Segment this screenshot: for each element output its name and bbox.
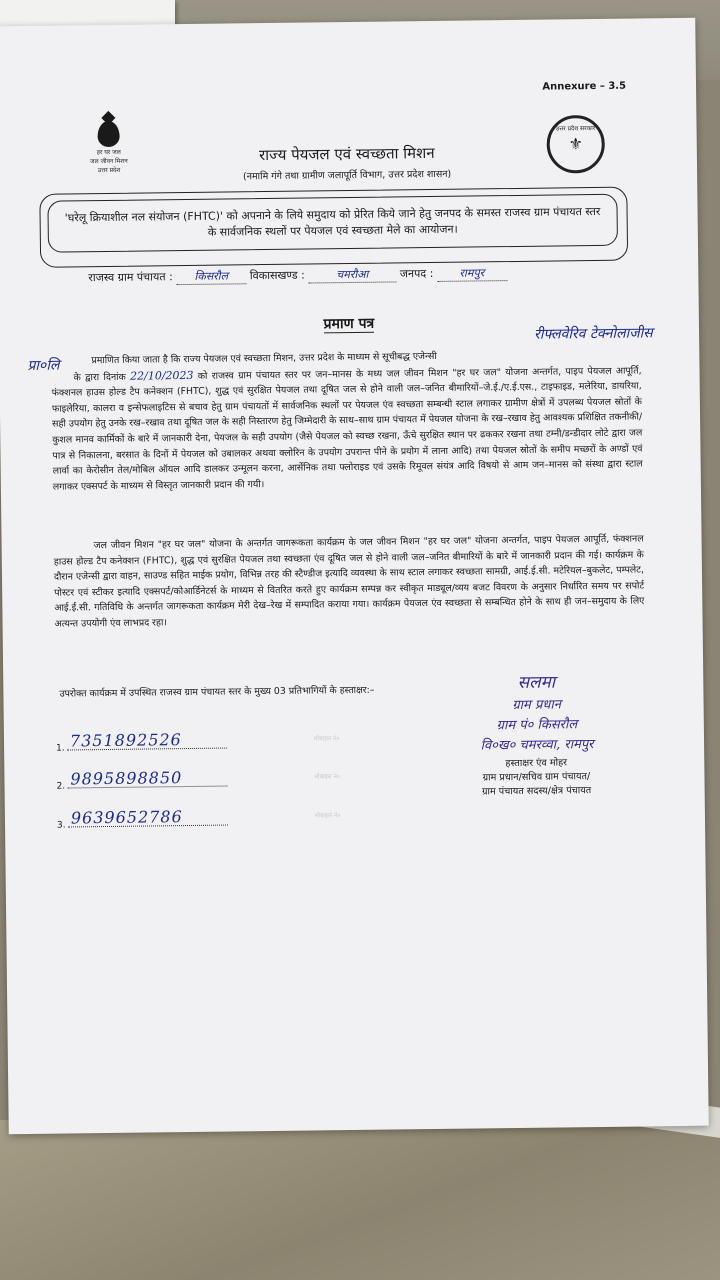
document-title: राज्य पेयजल एवं स्वच्छता मिशन bbox=[258, 143, 435, 165]
logo-line-1: हर घर जल bbox=[96, 148, 121, 157]
faint-label: मोबाइल नं० bbox=[313, 735, 340, 743]
location-row bbox=[88, 265, 507, 286]
stamp-line-1: ग्राम प्रधान bbox=[512, 697, 561, 714]
document-subtitle: (नमामि गंगे तथा ग्रामीण जलापूर्ति विभाग, उत्तर प्रदेश शासन) bbox=[242, 168, 452, 183]
participant-number: 1. bbox=[56, 743, 65, 754]
event-description-box: 'घरेलू क्रियाशील नल संयोजन (FHTC)' को अपनाने के लिये समुदाय को प्रेरित किये जाने हेतु जनपद के समस्त राजस्व ग्राम पंचायत स्तर के सार्वजनिक स्थलों पर पेयजल एवं स्वच्छता मेले का आयोजन। bbox=[47, 194, 618, 253]
para1-part-b: के द्वारा दिनांक bbox=[73, 371, 126, 383]
gram-panchayat-value: किसरौल bbox=[176, 268, 246, 285]
block-value: चमरौआ bbox=[308, 266, 396, 283]
agency-suffix-handwritten: प्रा०लि bbox=[27, 357, 60, 374]
floor-background-bottom bbox=[0, 1120, 720, 1280]
district-value: रामपुर bbox=[437, 265, 507, 282]
agency-handwritten: रीफ्लवेरिव टेक्नोलाजीस bbox=[533, 325, 653, 343]
signatory-block bbox=[436, 756, 636, 800]
block-label: विकासखण्ड : bbox=[249, 268, 305, 283]
participant-number: 2. bbox=[56, 781, 66, 792]
logo-line-3: उत्तर प्रदेश bbox=[97, 166, 121, 175]
participant-phone: 9895898850 bbox=[70, 768, 183, 789]
district-label: जनपद : bbox=[399, 266, 434, 281]
stamp-line-3: वि०ख० चमरव्वा, रामपुर bbox=[480, 737, 594, 754]
seal-text: उत्तर प्रदेश सरकार bbox=[555, 124, 596, 133]
signatory-line-1: हस्ताक्षर एंव मोहर bbox=[505, 757, 568, 770]
annexure-label: Annexure – 3.5 bbox=[542, 80, 627, 93]
para1-part-c: को राजस्व ग्राम पंचायत स्तर पर जन–मानस के मध्य जल जीवन मिशन "हर घर जल" योजना अन्तर्गत, पाइप पेयजल आपूर्ति, फंक्शनल हाउस होल्ड टैप कनेक्शन (FHTC), शुद्ध एवं सुरक्षित पेयजल तथा दूषित जल से होने वाली जल–जनित बीमारियों–जे.ई./ए.ई.एस., टाइफाइड, मलेरिया, डायरिया, फाइलेरिया, कालरा व इन्सेफलाइटिस से बचाव हेतु ग्राम पंचायतों में सार्वजनिक स्थलों पर पेयजल एंव स्वच्छता सम्बन्धी स्टाल लगाकर ग्रामीण क्षेत्रों में उपलब्ध पेयजल स्रोतों के सही उपयोग हेतु उनके रख–रखाव तथा दूषित जल के सही निस्तारण हेतु जिम्मेदारी के साथ–साथ ग्राम पंचायत में पेयजल योजना के रख–रखाव हेतु आवश्यक प्रशिक्षित तकनीकी/कुशल मानव कार्मिकों के बारे में जानकारी देना, पेयजल के सही उपयोग (जैसे पेयजल को स्वच्छ रखना, ऊँचे सुरक्षित स्थान पर ढककर रखना तथा टम्नी/डन्डीदार लोटे द्वारा जल पात्र से निकालना, बरसात के दिनों में पेयजल को उबालकर अथवा क्लोरिन के उपयोग उपरान्त पीने के प्रयोग में लाना आदि) तथा पेयजल स्रोतों के समीप मच्छरों के अण्डों एवं लार्वा का केरोसीन तेल/मोबिल ऑयल आदि डालकर उन्मूलन करना, आर्सेनिक तथा फ्लोराइड एवं उसके रिमूवल संयंत्र आदि विषयो से आम जन–मानस को संस्था द्वारा स्टाल लगाकर एक्सपर्ट के माध्यम से विस्तृत जानकारी प्रदान की गयी। bbox=[51, 365, 643, 493]
participant-phone: 9639652786 bbox=[70, 807, 183, 828]
fish-emblem-icon: ⚜ bbox=[568, 134, 584, 154]
para2-text: जल जीवन मिशन "हर घर जल" योजना के अन्तर्गत जागरूकता कार्यक्रम के जल जीवन मिशन "हर घर जल" योजना अन्तर्गत, पाइप पेयजल आपूर्ति, फंक्शनल हाउस होल्ड टैप कनेक्शन (FHTC), शुद्ध एवं सुरक्षित पेयजल तथा स्वच्छता एंव दूषित जल से होने वाली जल–जनित बीमारियों के बारे में जानकारी प्रदान की गई। कार्यक्रम के दौरान एजेन्सी द्वारा वाहन, साउण्ड सहित माईक प्रयोग, विभिन्न तरह की स्टैण्डीज इत्यादि व्यवस्था के साथ स्टाल लगाकर स्वच्छता सामग्री, आई.ई.सी. मटेरियल–बुकलेट, पम्पलेट, पोस्टर एवं स्टीकर इत्यादि एक्सपर्ट/कोआर्डिनेटर्स के माध्यम से वितरित करते हुए कार्यक्रम सम्पन्न कर स्वीकृत माड्यूल/व्यय बजट विवरण के अनुसार निर्धारित समय पर सपोर्ट आई.ई.सी. गतिविधि के अन्तर्गत जागरूकता कार्यक्रम मेरी देख–रेख में सम्पादित कराया गया। कार्यक्रम पेयजल एंव स्वच्छता से सम्बन्धित होने के साथ ही जन–समुदाय के लिए अत्यन्त उपयोगी एंव लाभप्रद रहा। bbox=[53, 533, 645, 630]
logo-line-2: जल जीवन मिशन bbox=[90, 157, 128, 166]
participants-caption: उपरोक्त कार्यक्रम में उपस्थित राजस्व ग्राम पंचायत स्तर के मुख्य 03 प्रतिभागियों के हस्ताक्षर:– bbox=[59, 684, 375, 700]
stamp-line-2: ग्राम पं० किसरौल bbox=[496, 717, 578, 734]
faint-label: मोबाइल नं० bbox=[314, 773, 340, 781]
para1-part-a: प्रमाणित किया जाता है कि राज्य पेयजल एवं स्वच्छता मिशन, उत्तर प्रदेश के माध्यम से सूचीबद्ध एजेन्सी bbox=[91, 350, 437, 367]
signatory-line-3: ग्राम पंचायत सदस्य/क्षेत्र पंचायत bbox=[481, 785, 592, 798]
participant-row bbox=[56, 730, 227, 754]
participant-phone: 7351892526 bbox=[69, 730, 182, 751]
pradhan-stamp bbox=[441, 669, 632, 754]
participant-number: 3. bbox=[56, 820, 66, 831]
certificate-document bbox=[0, 18, 709, 1134]
signatory-line-2: ग्राम प्रधान/सचिव ग्राम पंचायत/ bbox=[482, 771, 591, 784]
gram-panchayat-label: राजस्व ग्राम पंचायत : bbox=[88, 270, 173, 285]
event-date-handwritten: 22/10/2023 bbox=[129, 368, 194, 383]
participant-row bbox=[56, 807, 228, 831]
certificate-paragraph-2 bbox=[54, 531, 645, 632]
heading-text: प्रमाण पत्र bbox=[323, 315, 375, 333]
pradhan-signature: सलमा bbox=[517, 672, 556, 693]
participant-row bbox=[56, 768, 227, 792]
faint-label: मोबाइल नं० bbox=[314, 812, 341, 820]
certificate-paragraph-1 bbox=[51, 346, 643, 495]
water-drop-icon bbox=[97, 121, 119, 147]
